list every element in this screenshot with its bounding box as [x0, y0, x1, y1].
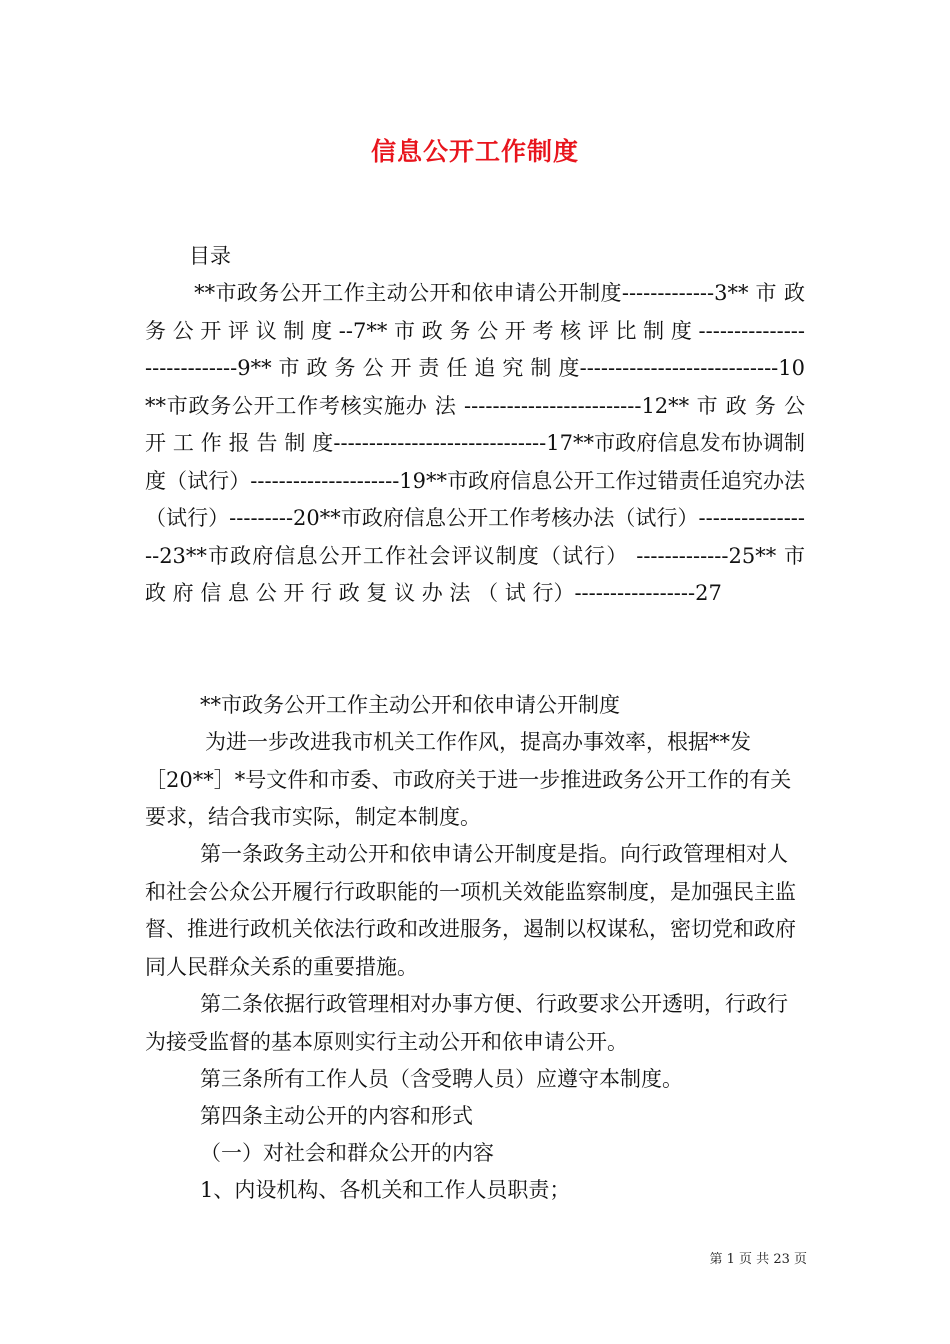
toc-heading: 目录: [189, 244, 231, 268]
paragraph-article-2: 第二条依据行政管理相对办事方便、行政要求公开透明，行政行为接受监督的基本原则实行主动公开和依申请公开。: [145, 992, 788, 1054]
page-number: 第 1 页 共 23 页: [709, 1252, 807, 1267]
table-of-contents: **市政务公开工作主动公开和依申请公开制度-------------3** 市 政 务 公 开 评 议 制 度 --7** 市 政 务 公 开 考 核 评 比 制 度 ----------------------------9** 市 政 务 公 开 责 任 追 究 制 度----------------------------10**市政务公开工作考核实施办 法 -------------------------12** 市 政 务 公 开 工 作 报 告 制 度------------------------------17**市政府信息发布协调制度（试行）---------------------19**市政府信息公开工作过错责任追究办法（试行）---------20**市政府信息公开工作考核办法（试行）-----------------23**市政府信息公开工作社会评议制度（试行） -------------25** 市 政 府 信 息 公 开 行 政 复 议 办 法 （ 试 行）-----------------27: [145, 281, 812, 605]
paragraph-subsection-1: （一）对社会和群众公开的内容: [200, 1141, 494, 1165]
paragraph-intro: 为进一步改进我市机关工作作风，提高办事效率，根据**发［20**］*号文件和市委、市政府关于进一步推进政务公开工作的有关要求，结合我市实际，制定本制度。: [145, 730, 792, 829]
paragraph-article-1: 第一条政务主动公开和依申请公开制度是指。向行政管理相对人和社会公众公开履行行政职能的一项机关效能监察制度，是加强民主监督、推进行政机关依法行政和改进服务，遏制以权谋私，密切党和政府同人民群众关系的重要措施。: [145, 842, 796, 979]
section-title: **市政务公开工作主动公开和依申请公开制度: [200, 693, 620, 717]
paragraph-item-1: 1、内设机构、各机关和工作人员职责；: [200, 1178, 571, 1202]
document-title: 信息公开工作制度: [370, 137, 579, 166]
paragraph-article-4: 第四条主动公开的内容和形式: [200, 1104, 473, 1128]
paragraph-article-3: 第三条所有工作人员（含受聘人员）应遵守本制度。: [200, 1067, 683, 1091]
